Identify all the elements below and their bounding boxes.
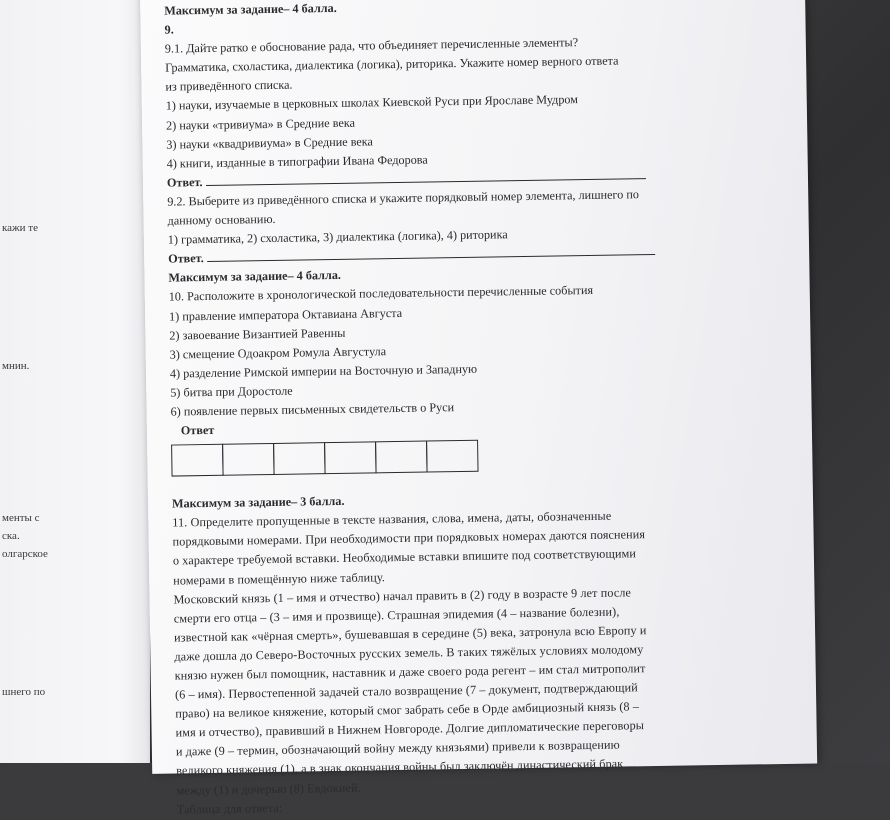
left-fragment: кажи те bbox=[2, 222, 38, 234]
q11-line: право) на великое княжение, который смог забрать себе в Орде амбициозный князь (8 – bbox=[175, 699, 640, 721]
answer-grid bbox=[171, 435, 791, 477]
q9-2-intro: 9.2. Выберите из приведённого списка и укажите порядковый номер элемента, лишнего по bbox=[167, 187, 640, 209]
left-page-edge bbox=[0, 0, 150, 763]
q10-event: 4) разделение Римской империи на Восточную и Западную bbox=[169, 361, 478, 381]
q9-option: 2) науки «тривиума» в Средние века bbox=[165, 115, 356, 133]
q9-1-intro-3: из приведённого списка. bbox=[165, 77, 293, 94]
q11-line: между (1) и дочерью (8) Евдокией. bbox=[176, 780, 361, 798]
q10-intro: 10. Расположите в хронологической последовательности перечисленные события bbox=[168, 283, 594, 304]
q10-event: 3) смещение Одоакром Ромула Августула bbox=[169, 343, 387, 362]
q10-event: 2) завоевание Византией Равенны bbox=[169, 325, 346, 343]
answer-cell[interactable] bbox=[273, 442, 325, 475]
q9-2-intro-2: данному основанию. bbox=[167, 211, 276, 228]
section-header: Максимум за задание– 4 балла. bbox=[164, 0, 337, 18]
q10-event: 5) битва при Доростоле bbox=[170, 383, 293, 400]
q11-line: известной как «чёрная смерть», бушевавшая в середине (5) века, затронула всю Европу и bbox=[173, 622, 647, 645]
left-fragment: менты с bbox=[2, 512, 40, 524]
q9-option: 4) книги, изданные в типографии Ивана Федорова bbox=[166, 152, 428, 171]
q11-table-label: Таблица для ответа: bbox=[176, 800, 283, 817]
left-fragment: мнин. bbox=[2, 360, 30, 372]
q11-line: Московский князь (1 – имя и отчество) начал править в (2) году в возрасте 9 лет после bbox=[173, 584, 632, 607]
left-fragment: шнего по bbox=[2, 686, 46, 698]
q11-line: смерти его отца – (3 – имя и прозвище). Страшная эпидемия (4 – название болезни), bbox=[173, 604, 620, 626]
q11-line: о характере требуемой вставки. Необходимые вставки впишите под соответствующими bbox=[172, 546, 637, 568]
answer-cell[interactable] bbox=[171, 444, 223, 477]
q9-option: 1) науки, изучаемые в церковных школах Киевской Руси при Ярославе Мудром bbox=[165, 92, 579, 114]
q11-line: имя и отчество), правивший в Нижнем Новгороде. Долгие дипломатические переговоры bbox=[175, 718, 645, 740]
q9-1-intro-2: Грамматика, схоластика, диалектика (логика), риторика. Укажите номер верного ответа bbox=[165, 53, 619, 75]
q9-1-intro: 9.1. Дайте ратко е обоснование рада, что объединяет перечисленные элементы? bbox=[164, 35, 579, 56]
q9-2-options: 1) грамматика, 2) схоластика, 3) диалектика (логика), 4) риторика bbox=[167, 227, 508, 247]
q11-line: князю нужен был помощник, наставник и даже своего рода регент – им стал митрополит bbox=[174, 661, 646, 683]
answer-label: Ответ. bbox=[166, 174, 203, 190]
q11-line: (6 – имя). Первостепенной задачей стало возвращение (7 – документ, подтверждающий bbox=[174, 680, 638, 702]
left-fragment: ска. bbox=[2, 530, 20, 542]
main-page bbox=[140, 0, 817, 817]
q10-event: 6) появление первых письменных свидетельств о Руси bbox=[170, 400, 455, 419]
question-9-number: 9. bbox=[164, 22, 174, 37]
q11-line: 11. Определите пропущенные в тексте названия, слова, имена, даты, обозначенные bbox=[172, 508, 612, 530]
page-content bbox=[164, 0, 797, 819]
answer-label: Ответ. bbox=[168, 251, 204, 266]
left-fragment: олгарское bbox=[2, 548, 48, 560]
q9-option: 3) науки «квадривиума» в Средние века bbox=[166, 134, 373, 152]
q11-line: великого княжения (1), а в знак окончания войны был заключён династический брак bbox=[176, 756, 624, 778]
answer-cell[interactable] bbox=[324, 442, 376, 475]
q11-line: и даже (9 – термин, обозначающий войну между князьями) привели к возвращению bbox=[175, 737, 620, 759]
q10-answer-label: Ответ bbox=[180, 422, 215, 438]
q10-event: 1) правление императора Октавиана Августа bbox=[168, 305, 403, 324]
q11-line: порядковыми номерами. При необходимости при порядковых номерах даются пояснения bbox=[172, 527, 646, 549]
q11-line: даже дошла до Северо-Восточных русских земель. В таких тяжёлых условиях молодому bbox=[174, 642, 644, 664]
answer-cell[interactable] bbox=[426, 440, 478, 473]
answer-cell[interactable] bbox=[375, 441, 427, 474]
q10-score: Максимум за задание– 4 балла. bbox=[168, 268, 342, 285]
q11-score: Максимум за задание– 3 балла. bbox=[171, 494, 345, 511]
q11-line: номерами в помещённую ниже таблицу. bbox=[173, 569, 386, 588]
answer-cell[interactable] bbox=[222, 443, 274, 476]
